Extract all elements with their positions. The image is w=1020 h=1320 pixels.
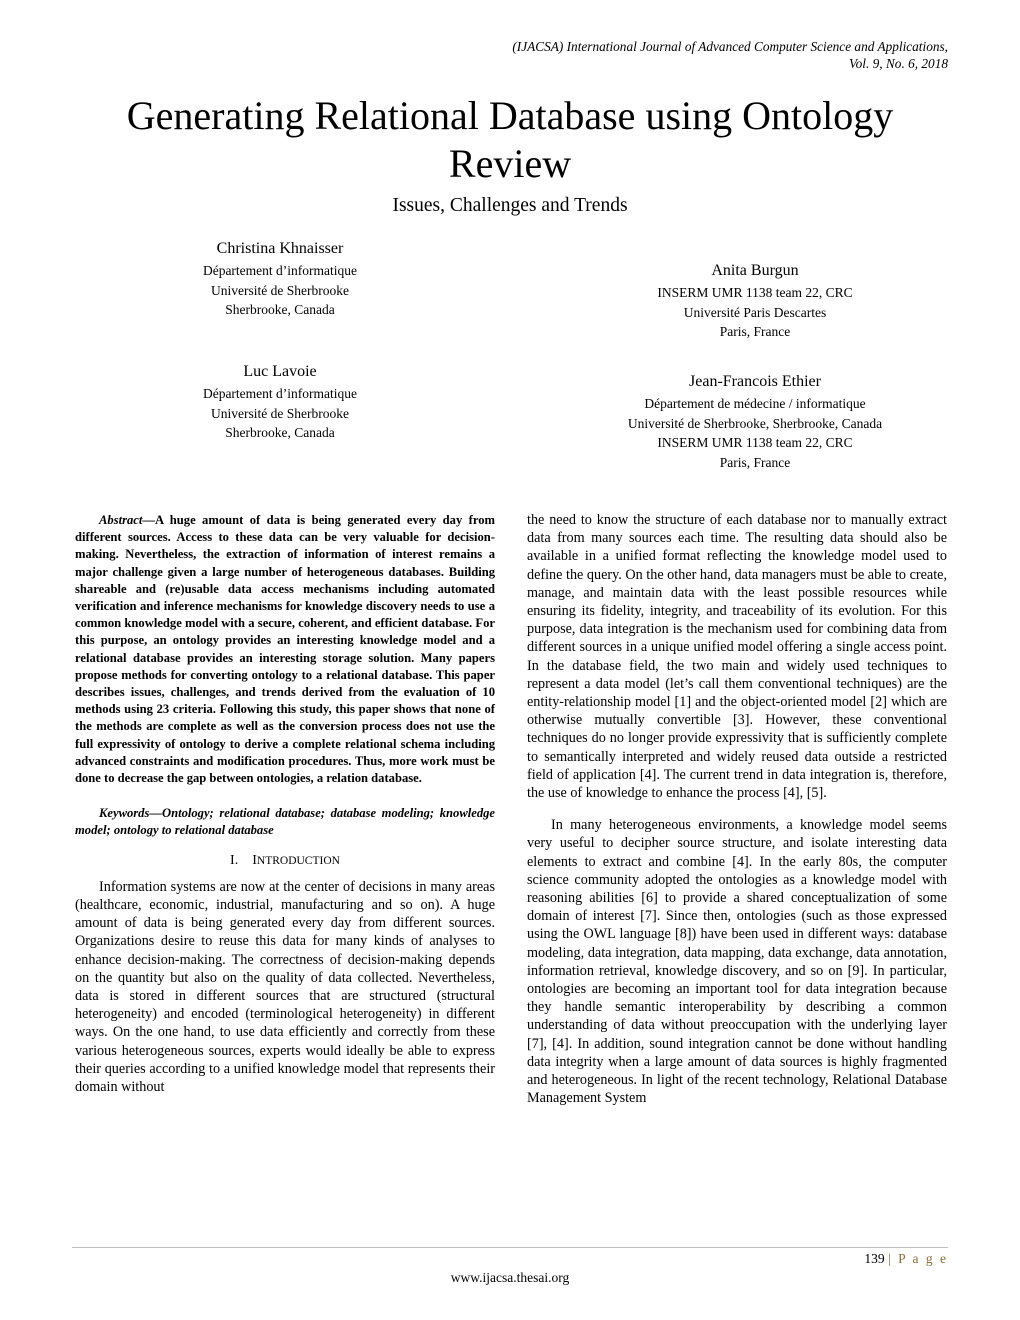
abstract-label: Abstract (99, 513, 143, 527)
footer-rule (72, 1247, 948, 1248)
paper-subtitle: Issues, Challenges and Trends (392, 195, 628, 216)
author-affiliation: Université de Sherbrooke (211, 405, 349, 421)
section-title: NTRODUCTION (256, 854, 340, 867)
author-affiliation: Sherbrooke, Canada (225, 425, 335, 440)
intro-paragraph-1: Information systems are now at the center of decisions in many areas (healthcare, economic, industrial, manufacturing and so on). A huge amount of data is being generated every day from different sources. Organizations desire to reuse this data for many kinds of analyses to enhance decision-making. The correctness of decision-making depends on the quantity but also on the quality of data collected. Nevertheless, data is stored in different sources that are structured (structural heterogeneity) and encoded (terminological heterogeneity) in different ways. On the one hand, to use data efficiently and correctly from these various heterogeneous sources, experts would ideally be able to express their queries according to a unified knowledge model that represents their domain without (75, 878, 495, 1096)
author-block-1 (140, 237, 420, 320)
right-column (527, 511, 947, 1108)
author-name: Luc Lavoie (243, 363, 317, 380)
page-number-value: 139 (864, 1251, 885, 1266)
page-number (864, 1251, 948, 1267)
author-block-4 (570, 370, 940, 472)
author-affiliation: Paris, France (719, 324, 791, 339)
section-number: I. (230, 852, 239, 868)
author-name: Jean-Francois Ethier (689, 373, 821, 390)
section-initial: I (252, 852, 257, 868)
author-name: Anita Burgun (711, 262, 799, 279)
author-affiliation: Université de Sherbrooke (211, 282, 349, 298)
author-affiliation: Département d’informatique (202, 263, 358, 278)
author-affiliation: INSERM UMR 1138 team 22, CRC (657, 435, 853, 450)
keywords: Keywords—Ontology; relational database; database modeling; knowledge model; ontology to relational database (75, 806, 495, 838)
author-name: Christina Khnaisser (216, 240, 344, 257)
author-affiliation: Sherbrooke, Canada (225, 302, 335, 317)
abstract (75, 512, 495, 787)
author-affiliation: Paris, France (719, 454, 791, 470)
author-affiliation: Université Paris Descartes (683, 304, 827, 320)
page-label: | P a g e (888, 1251, 948, 1266)
left-column (75, 512, 495, 1096)
author-affiliation: Université de Sherbrooke, Sherbrooke, Canada (627, 415, 883, 431)
author-affiliation: INSERM UMR 1138 team 22, CRC (657, 285, 853, 300)
abstract-body: —A huge amount of data is being generated every day from different sources. Access to these data can be very valuable for decision-making. Nevertheless, the extraction of information of interest remains a major challenge given a large number of heterogeneous databases. Building shareable and (re)usable data access mechanisms including automated verification and inference mechanisms for knowledge discovery needs to use a common knowledge model with a secure, coherent, and efficient database. For this purpose, an ontology provides an interesting knowledge model and a relational database provides an interesting storage solution. Many papers propose methods for converting ontology to a relational database. This paper describes issues, challenges, and trends derived from the evaluation of 10 methods using 23 criteria. Following this study, this paper shows that none of the methods are complete as well as the conversion process does not use the full expressivity of ontology to derive a complete relational schema including advanced constraints and modification procedures. Thus, more work must be done to decrease the gap between ontologies, a relation database. (75, 513, 495, 786)
author-affiliation: Département d’informatique (202, 386, 358, 401)
title-line-1: Generating Relational Database using Ontology (126, 93, 894, 138)
intro-paragraph-continued: the need to know the structure of each database nor to manually extract data from many sources each time. The resulting data should also be available in a unified format reflecting the knowledge model used to define the query. On the other hand, data managers must be able to create, manage, and maintain data with the least possible resources while ensuring its fidelity, integrity, and traceability of its evolution. For this purpose, data integration is the mechanism used for combining data from different sources in a unique unified model offering a single access point. In the database field, the two main and widely used techniques to represent a data model (let’s call them conventional techniques) are the entity-relationship model [1] and the object-oriented model [2] which are otherwise mutually convertible [3]. However, these conventional techniques do no longer provide expressivity that is sufficiently complete to semantically interpreted and widely reused data outside a restricted field of application [4]. The current trend in data integration is, therefore, the use of knowledge to enhance the process [4], [5]. (527, 512, 947, 802)
section-heading-introduction (75, 852, 495, 870)
intro-paragraph-2: In many heterogeneous environments, a knowledge model seems very useful to decipher source structure, and isolate interesting data elements to extract and combine [4]. In the early 80s, the computer science community adopted the ontologies as a knowledge model with reasoning abilities [6] to provide a shared conceptualization of some domain of interest [7]. Since then, ontologies (such as those expressed using the OWL language [8]) have been used in different ways: database modeling, data integration, data mapping, data exchange, data annotation, information retrieval, knowledge discovery, and so on [9]. In particular, ontologies are becoming an important tool for data integration because they handle semantic interoperability by describing a common understanding of data without preoccupation with the underlying layer [7], [4]. In addition, sound integration cannot be done without handling data integrity when a large amount of data sources is highly fragmented and heterogeneous. In light of the recent technology, Relational Database Management System (527, 817, 947, 1107)
author-block-2 (595, 259, 915, 342)
footer-url: www.ijacsa.thesai.org (450, 1270, 570, 1285)
paper-title (0, 92, 1020, 188)
title-line-2: Review (448, 141, 572, 186)
journal-header (512, 38, 948, 72)
author-affiliation: Département de médecine / informatique (644, 396, 866, 411)
journal-volume: Vol. 9, No. 6, 2018 (849, 56, 948, 71)
author-block-3 (140, 360, 420, 443)
journal-name: (IJACSA) International Journal of Advanced Computer Science and Applications, (512, 39, 948, 54)
